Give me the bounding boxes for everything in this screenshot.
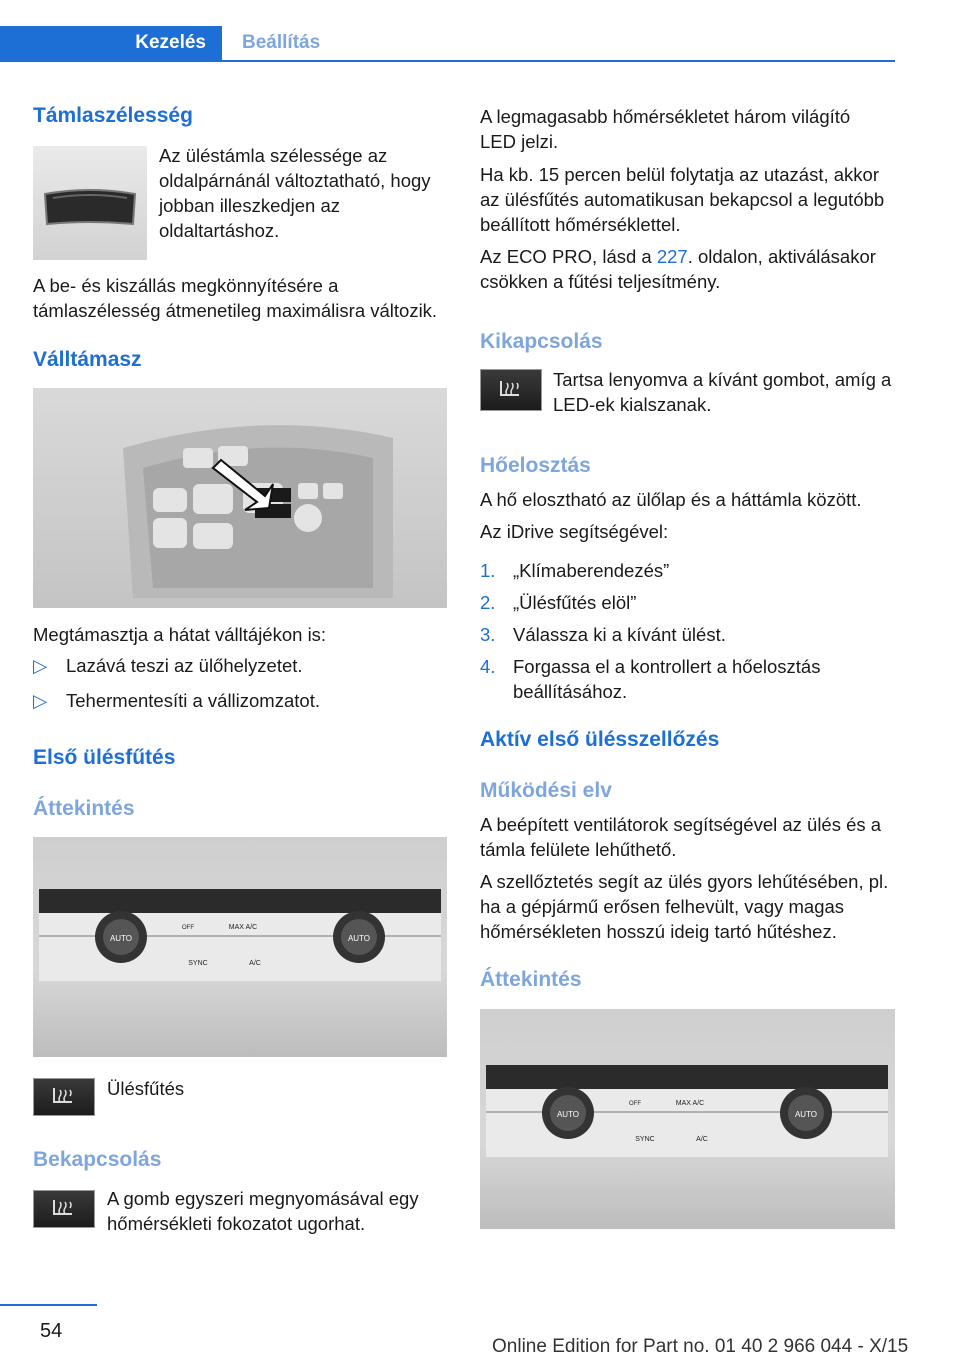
heading-attekintes-2: Áttekintés	[480, 968, 582, 991]
climate-panel-image	[33, 837, 447, 1057]
heading-attekintes: Áttekintés	[33, 797, 135, 820]
heading-hoelosztas: Hőelosztás	[480, 454, 591, 477]
climate-panel-image-2	[480, 1009, 895, 1229]
seat-heating-button[interactable]	[33, 1078, 95, 1116]
mukodesi-p1: A beépített ventilátorok segítségével az ülés és a támla felülete lehűthető.	[480, 814, 882, 860]
list-item: ▷ Tehermentesíti a vállizomzatot.	[33, 690, 320, 711]
seat-heating-icon	[491, 377, 531, 403]
ac-label: A/C	[249, 960, 261, 967]
backrest-button-image	[33, 146, 147, 260]
right-p3: Az ECO PRO, lásd a 227. oldalon, aktiválásakor csökken a fűtési teljesítmény.	[480, 246, 876, 292]
hoelosztas-p1: A hő elosztható az ülőlap és a háttámla között.	[480, 489, 862, 510]
hoelosztas-p2: Az iDrive segítségével:	[480, 521, 669, 542]
seat-heating-button-off[interactable]	[480, 369, 542, 411]
ulesfutes-label: Ülésfűtés	[107, 1078, 185, 1099]
list-item: 1. „Klímaberendezés”	[480, 560, 670, 581]
seat-heating-button-on[interactable]	[33, 1190, 95, 1228]
mukodesi-p2: A szellőztetés segít az ülés gyors lehűtésében, pl. ha a gépjármű erősen felhevült, vagy magas hőmérsékleten hosszú ideig tartó hűtéshez.	[480, 871, 889, 942]
right-p2: Ha kb. 15 percen belül folytatja az utazást, akkor az ülésfűtés automatikusan bekapcsol a legutóbb beállított hőmérséklettel.	[480, 164, 885, 235]
page-number: 54	[40, 1320, 63, 1342]
list-item: ▷ Lazává teszi az ülőhelyzetet.	[33, 655, 303, 676]
triangle-bullet-icon: ▷	[33, 690, 48, 711]
heading-valltamasz: Válltámasz	[33, 348, 142, 371]
off-label: OFF	[182, 925, 194, 931]
header-divider	[0, 60, 895, 62]
off-label: OFF	[629, 1101, 641, 1107]
climate-panel-illustration	[33, 837, 447, 1057]
heading-elso-ulesfutes: Első ülésfűtés	[33, 746, 176, 769]
page-link-227[interactable]: 227	[656, 246, 688, 267]
heading-kikapcsolas: Kikapcsolás	[480, 330, 603, 353]
footer-divider	[0, 1304, 97, 1306]
valltamasz-intro: Megtámasztja a hátat válltájékon is:	[33, 624, 327, 645]
seat-controls-illustration	[33, 388, 447, 608]
heading-mukodesi-elv: Működési elv	[480, 779, 612, 802]
sync-label: SYNC	[635, 1136, 655, 1143]
list-item: 2. „Ülésfűtés elöl”	[480, 592, 637, 613]
seat-controls-image	[33, 388, 447, 608]
maxac-label: MAX A/C	[228, 924, 258, 931]
sync-label: SYNC	[188, 960, 208, 967]
heading-tamlaszelesseg: Támlaszélesség	[33, 104, 193, 127]
tamla-paragraph: A be- és kiszállás megkönnyítésére a támlaszélesség átmenetileg maximálisra változik.	[33, 275, 438, 321]
bekapcsolas-text: A gomb egyszeri megnyomásával egy hőmérsékleti fokozatot ugorhat.	[107, 1188, 419, 1234]
ac-label: A/C	[696, 1136, 708, 1143]
seat-heating-icon	[44, 1084, 84, 1110]
page-header	[0, 26, 895, 60]
steps-list	[480, 558, 895, 704]
list-item: 3. Válassza ki a kívánt ülést.	[480, 624, 726, 645]
valltamasz-list	[33, 653, 447, 713]
auto-label-left: AUTO	[109, 934, 133, 943]
seat-heating-icon	[44, 1196, 84, 1222]
tab-kezeles[interactable]: Kezelés	[0, 26, 222, 60]
auto-label-right: AUTO	[347, 934, 371, 943]
tamla-text: Az üléstámla szélessége az oldalpárnánál változtatható, hogy jobban illeszkedjen az oldaltartáshoz.	[159, 145, 431, 241]
right-p1: A legmagasabb hőmérsékletet három világító LED jelzi.	[480, 106, 851, 152]
maxac-label: MAX A/C	[675, 1100, 705, 1107]
auto-label-left: AUTO	[556, 1110, 580, 1119]
heading-aktiv-szellozes: Aktív első ülésszellőzés	[480, 728, 720, 751]
climate-panel-illustration	[480, 1009, 895, 1229]
tab-beallitas[interactable]: Beállítás	[242, 32, 321, 53]
edition-text: Online Edition for Part no. 01 40 2 966 044 - X/15	[492, 1336, 909, 1357]
list-item: 4. Forgassa el a kontrollert a hőelosztás beállításához.	[480, 656, 821, 702]
backrest-button-icon	[33, 146, 147, 260]
kikapcsolas-text: Tartsa lenyomva a kívánt gombot, amíg a LED-ek kialszanak.	[553, 369, 892, 415]
heading-bekapcsolas: Bekapcsolás	[33, 1148, 162, 1171]
auto-label-right: AUTO	[794, 1110, 818, 1119]
triangle-bullet-icon: ▷	[33, 655, 48, 676]
